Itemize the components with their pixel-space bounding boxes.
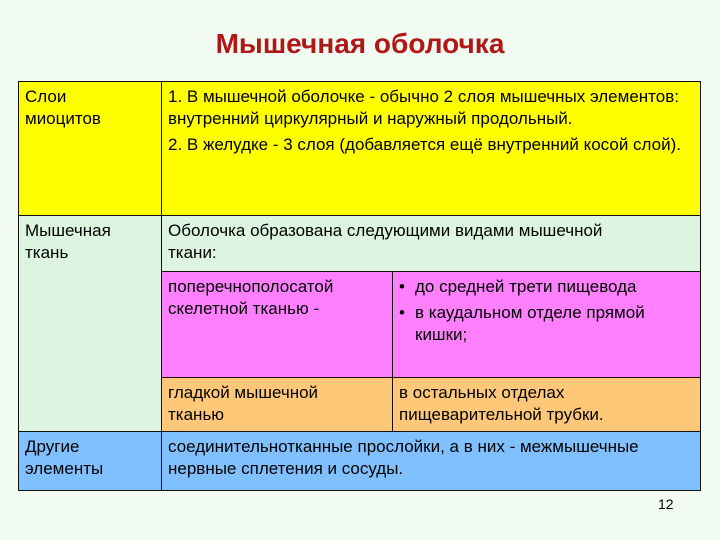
column-divider <box>392 271 393 432</box>
table-border-left <box>18 81 19 491</box>
page-number: 12 <box>658 496 674 512</box>
bullet-icon: • <box>399 277 405 296</box>
row-divider <box>161 271 701 272</box>
other-text: соединительнотканные прослойки, а в них - межмышечные нервные сплетения и сосуды. <box>168 437 639 478</box>
smooth-label-cell <box>162 378 393 432</box>
column-divider <box>161 81 162 491</box>
page-title: Мышечная оболочка <box>215 28 505 59</box>
table-border-right <box>700 81 701 491</box>
layers-paragraph-2: 2. В желудке - 3 слоя (добавляется ещё внутренний косой слой). <box>168 135 681 154</box>
layers-content-cell <box>162 82 700 216</box>
tissue-intro-cell <box>162 216 700 272</box>
bullet-icon: • <box>399 303 405 322</box>
other-label: Другие элементы <box>25 437 104 478</box>
other-label-cell <box>19 432 162 490</box>
layers-label-cell <box>19 82 162 216</box>
tissue-label: Мышечная ткань <box>25 221 111 262</box>
bullet-text: в каудальном отделе прямой кишки; <box>415 303 645 344</box>
layers-label: Слои миоцитов <box>25 87 101 128</box>
smooth-label: гладкой мышечной тканью <box>168 383 319 424</box>
striated-label: поперечнополосатой скелетной тканью - <box>168 277 334 318</box>
table-border-bottom <box>18 490 701 491</box>
list-item <box>399 302 694 346</box>
smooth-desc-cell <box>393 378 700 432</box>
other-content-cell <box>162 432 700 490</box>
row-divider <box>161 377 701 378</box>
row-divider <box>18 431 701 432</box>
list-item <box>399 276 694 298</box>
layers-paragraph-1: 1. В мышечной оболочке - обычно 2 слоя мышечных элементов: внутренний циркулярный и наружный продольный. <box>168 87 679 128</box>
bullet-text: до средней трети пищевода <box>415 277 637 296</box>
table-border-top <box>18 81 701 82</box>
striated-label-cell <box>162 272 393 378</box>
smooth-desc: в остальных отделах пищеварительной трубки. <box>399 383 604 424</box>
tissue-intro: Оболочка образована следующими видами мышечной ткани: <box>168 221 603 262</box>
tissue-label-cell <box>19 216 162 432</box>
striated-bullets-cell <box>393 272 700 378</box>
row-divider <box>18 215 701 216</box>
